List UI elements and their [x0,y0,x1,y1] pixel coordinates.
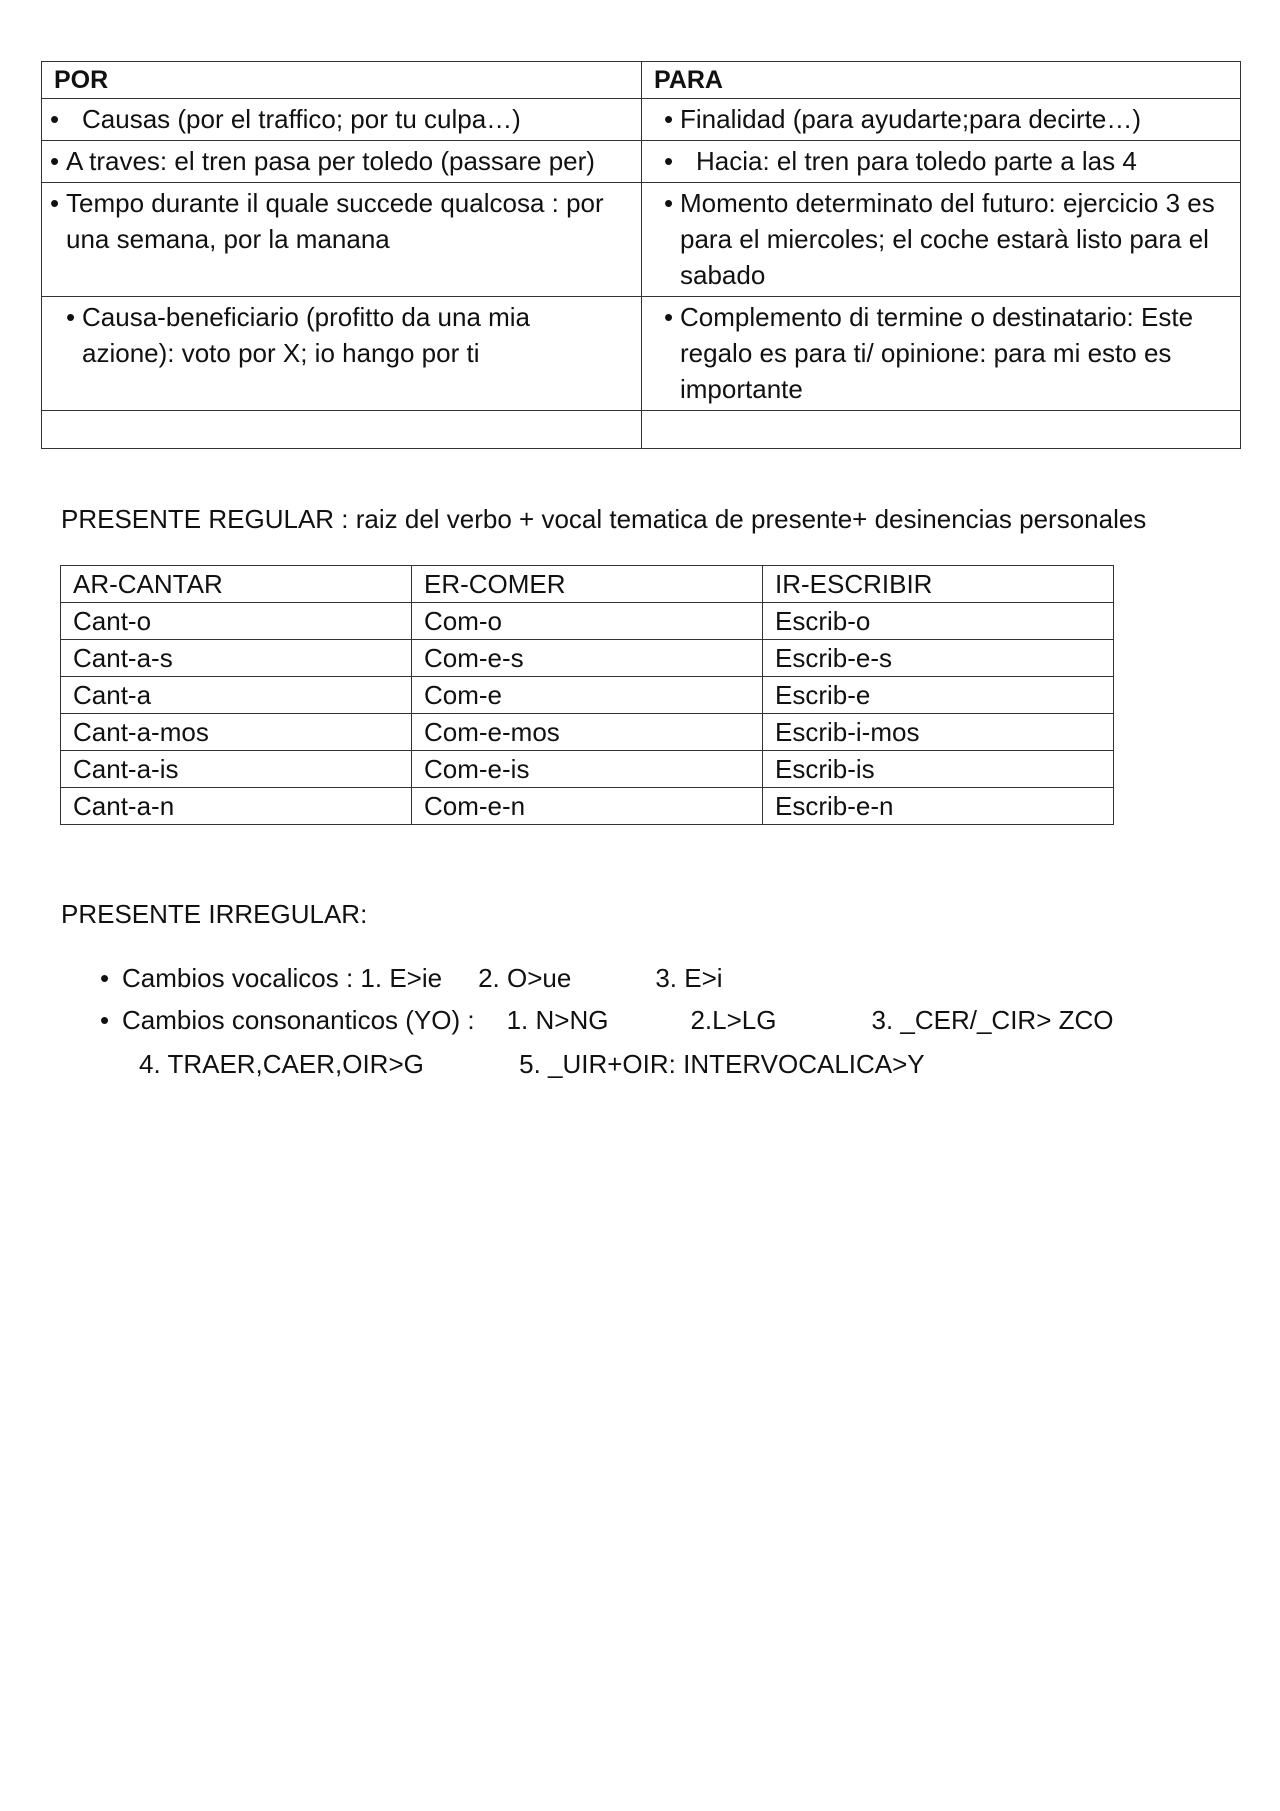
para-cell: • Complemento di termine o destinatario: Este regalo es para ti/ opinione: para mi esto es importante [642,297,1241,411]
bullet-icon: • [664,104,674,134]
table-cell: Escrib-e-s [763,640,1114,677]
bullet-icon: • [66,302,76,332]
bullet-icon: • [100,1005,110,1035]
irregular-continuation: 4. TRAER,CAER,OIR>G 5. _UIR+OIR: INTERVOCALICA>Y [139,1049,925,1079]
table-cell: Cant-a-n [61,788,412,825]
table-row [61,640,1114,677]
table-cell: Cant-a-mos [61,714,412,751]
irregular-list [100,957,1114,1041]
table-cell: Cant-o [61,603,412,640]
table-cell: Escrib-is [763,751,1114,788]
por-para-table [41,61,1241,449]
list-item: • Cambios vocalicos : 1. E>ie 2. O>ue 3. E>i [100,957,1114,999]
bullet-icon: • [50,104,60,134]
para-cell: • Momento determinato del futuro: ejercicio 3 es para el miercoles; el coche estarà listo para el sabado [642,183,1241,297]
table-row [61,603,1114,640]
column-header: IR-ESCRIBIR [763,566,1114,603]
presente-regular-heading: PRESENTE REGULAR : raiz del verbo + vocal tematica de presente+ desinencias personales [61,504,1147,534]
list-item: • Cambios consonanticos (YO) : 1. N>NG 2.L>LG 3. _CER/_CIR> ZCO [100,999,1114,1041]
table-row [61,677,1114,714]
table-cell: Com-o [412,603,763,640]
para-cell: • Finalidad (para ayudarte;para decirte…) [642,99,1241,141]
por-cell: • Causas (por el traffico; por tu culpa…) [42,99,642,141]
table-row [61,751,1114,788]
bullet-icon: • [50,188,60,218]
table-row [61,788,1114,825]
table-cell: Cant-a-s [61,640,412,677]
bullet-icon: • [100,963,110,993]
empty-cell [42,411,642,449]
bullet-icon: • [664,302,674,332]
table-cell: Escrib-o [763,603,1114,640]
column-header: ER-COMER [412,566,763,603]
table-cell: Com-e-mos [412,714,763,751]
table-cell: Escrib-i-mos [763,714,1114,751]
por-header: POR [42,62,642,99]
column-header: AR-CANTAR [61,566,412,603]
empty-cell [642,411,1241,449]
bullet-icon: • [664,146,674,176]
table-cell: Com-e [412,677,763,714]
table-cell: Escrib-e-n [763,788,1114,825]
por-cell: • Tempo durante il quale succede qualcosa : por una semana, por la manana [42,183,642,297]
por-cell: • Causa-beneficiario (profitto da una mia azione): voto por X; io hango por ti [42,297,642,411]
para-cell: • Hacia: el tren para toledo parte a las 4 [642,141,1241,183]
table-cell: Com-e-is [412,751,763,788]
table-cell: Com-e-n [412,788,763,825]
conjugation-table [60,565,1114,825]
por-cell: • A traves: el tren pasa per toledo (passare per) [42,141,642,183]
table-cell: Cant-a [61,677,412,714]
bullet-icon: • [664,188,674,218]
table-cell: Escrib-e [763,677,1114,714]
para-header: PARA [642,62,1241,99]
table-cell: Com-e-s [412,640,763,677]
presente-irregular-heading: PRESENTE IRREGULAR: [61,899,368,929]
bullet-icon: • [50,146,60,176]
table-cell: Cant-a-is [61,751,412,788]
table-row [61,714,1114,751]
